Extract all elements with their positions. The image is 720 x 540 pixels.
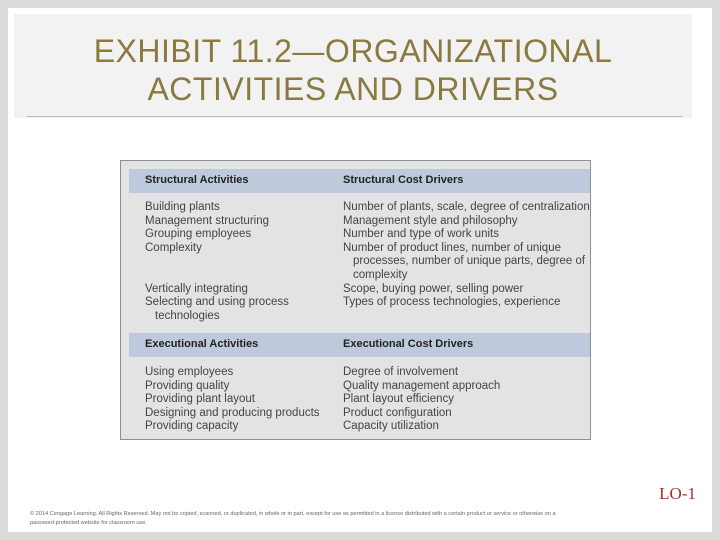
exhibit-table	[120, 160, 591, 440]
executional-driver: Degree of involvement	[343, 366, 459, 378]
structural-drivers-list	[343, 201, 590, 310]
structural-driver-continued: complexity	[353, 268, 408, 281]
title-line-2: ACTIVITIES AND DRIVERS	[147, 71, 559, 107]
structural-activity: Selecting and using process	[145, 296, 289, 309]
structural-activities-list	[145, 201, 289, 323]
structural-driver: Number of plants, scale, degree of centralization	[343, 201, 590, 213]
copyright-footer	[30, 510, 690, 528]
structural-activity: Complexity	[145, 241, 202, 254]
executional-activity: Using employees	[145, 366, 234, 378]
structural-activity-spacer	[145, 255, 289, 269]
copyright-line-1: © 2014 Cengage Learning. All Rights Reserved. May not be copied, scanned, or duplicated, in whole or in part, except for use as permitted in a license distributed with a certain product or service or otherwise on a	[30, 511, 556, 517]
learning-objective-tag: LO-1	[659, 484, 696, 503]
executional-driver: Capacity utilization	[343, 420, 439, 433]
structural-driver: Scope, buying power, selling power	[343, 282, 524, 295]
structural-driver: Types of process technologies, experience	[343, 296, 561, 309]
executional-activity: Providing quality	[145, 379, 230, 392]
executional-drivers-header: Executional Cost Drivers	[343, 338, 474, 350]
structural-activity: Vertically integrating	[145, 282, 248, 295]
executional-driver: Quality management approach	[343, 379, 501, 392]
executional-header-row	[129, 333, 590, 357]
executional-driver: Plant layout efficiency	[343, 393, 455, 406]
structural-activity-spacer	[145, 269, 289, 283]
title-divider	[26, 116, 682, 117]
executional-activity: Providing plant layout	[145, 393, 255, 406]
structural-driver: Number of product lines, number of unique	[343, 241, 561, 254]
title-line-1: EXHIBIT 11.2—ORGANIZATIONAL	[93, 33, 613, 69]
structural-driver: Number and type of work units	[343, 228, 499, 241]
copyright-line-2: password-protected website for classroom use.	[30, 520, 147, 526]
executional-driver: Product configuration	[343, 406, 452, 419]
structural-activity: Grouping employees	[145, 228, 252, 241]
structural-driver: Management style and philosophy	[343, 214, 518, 227]
structural-activities-header: Structural Activities	[145, 174, 249, 186]
executional-activities-header: Executional Activities	[145, 338, 259, 350]
slide-title	[14, 32, 692, 108]
structural-activity: Management structuring	[145, 214, 270, 227]
structural-activity-continued: technologies	[155, 309, 220, 322]
executional-activities-list	[145, 366, 320, 434]
structural-activity: Building plants	[145, 201, 220, 213]
structural-driver-continued: processes, number of unique parts, degree of	[353, 255, 586, 268]
structural-header-row	[129, 169, 590, 193]
executional-drivers-list	[343, 366, 500, 434]
executional-activity: Designing and producing products	[145, 406, 320, 419]
structural-drivers-header: Structural Cost Drivers	[343, 174, 464, 186]
executional-activity: Providing capacity	[145, 420, 239, 433]
